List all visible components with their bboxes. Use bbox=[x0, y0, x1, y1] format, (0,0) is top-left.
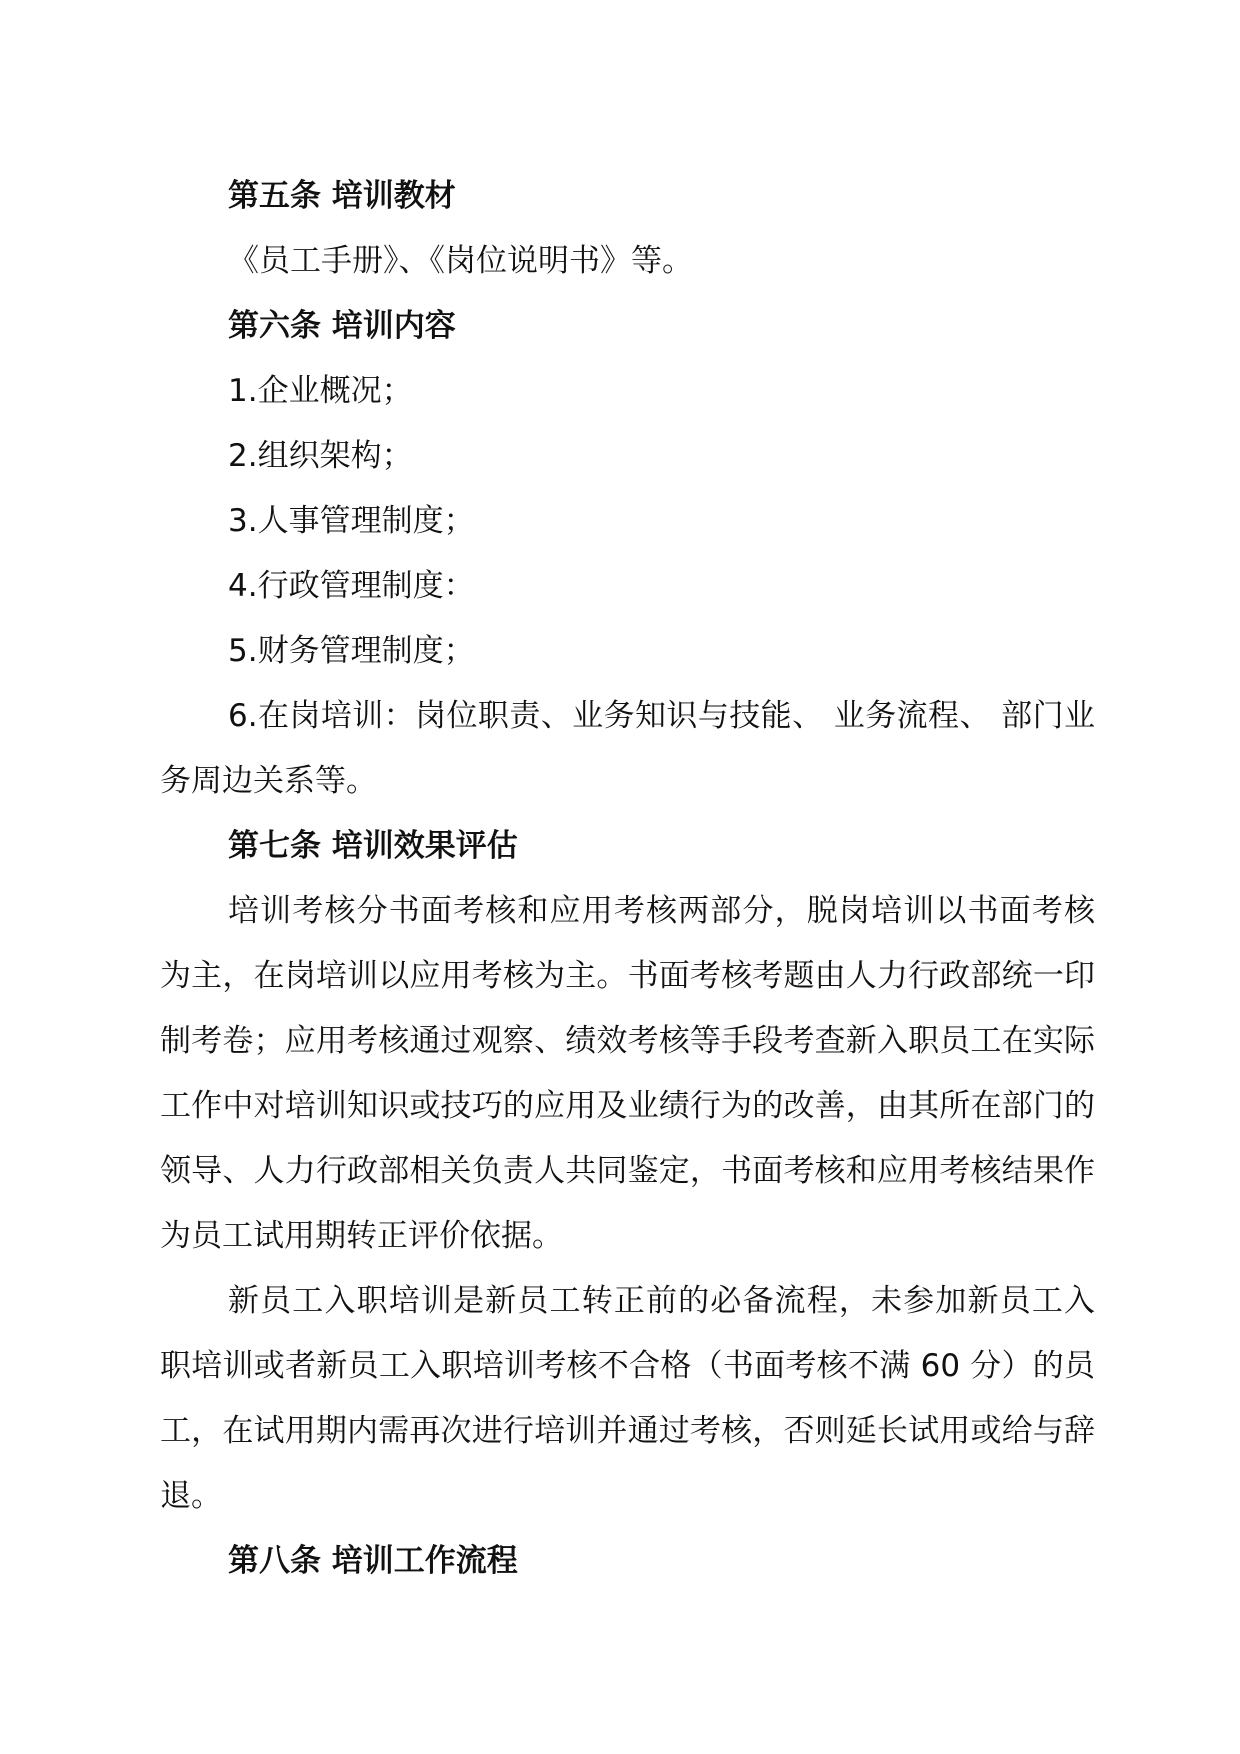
list-item: 6.在岗培训：岗位职责、业务知识与技能、 业务流程、 部门业务周边关系等。 bbox=[160, 698, 1095, 799]
list-item: 3.人事管理制度； bbox=[228, 503, 475, 539]
list-item: 2.组织架构； bbox=[228, 438, 413, 474]
section-heading-article-7: 第七条 培训效果评估 bbox=[228, 828, 518, 864]
list-item: 4.行政管理制度： bbox=[228, 568, 475, 604]
paragraph-evaluation-requirement: 新员工入职培训是新员工转正前的必备流程，未参加新员工入职培训或者新员工入职培训考核不合格（书面考核不满 60 分）的员工，在试用期内需再次进行培训并通过考核，否则延长试用或给与辞退。 bbox=[160, 1283, 1095, 1514]
document-body bbox=[160, 164, 1095, 1594]
section-heading-article-8: 第八条 培训工作流程 bbox=[228, 1543, 518, 1579]
section-heading-article-6: 第六条 培训内容 bbox=[228, 308, 456, 344]
section-heading-article-5: 第五条 培训教材 bbox=[228, 178, 456, 214]
list-item: 5.财务管理制度； bbox=[228, 633, 475, 669]
list-item: 1.企业概况； bbox=[228, 373, 413, 409]
paragraph-training-materials: 《员工手册》、《岗位说明书》等。 bbox=[228, 243, 693, 279]
paragraph-evaluation-method: 培训考核分书面考核和应用考核两部分，脱岗培训以书面考核为主，在岗培训以应用考核为主。书面考核考题由人力行政部统一印制考卷；应用考核通过观察、绩效考核等手段考查新入职员工在实际工作中对培训知识或技巧的应用及业绩行为的改善，由其所在部门的领导、人力行政部相关负责人共同鉴定，书面考核和应用考核结果作为员工试用期转正评价依据。 bbox=[160, 893, 1095, 1254]
